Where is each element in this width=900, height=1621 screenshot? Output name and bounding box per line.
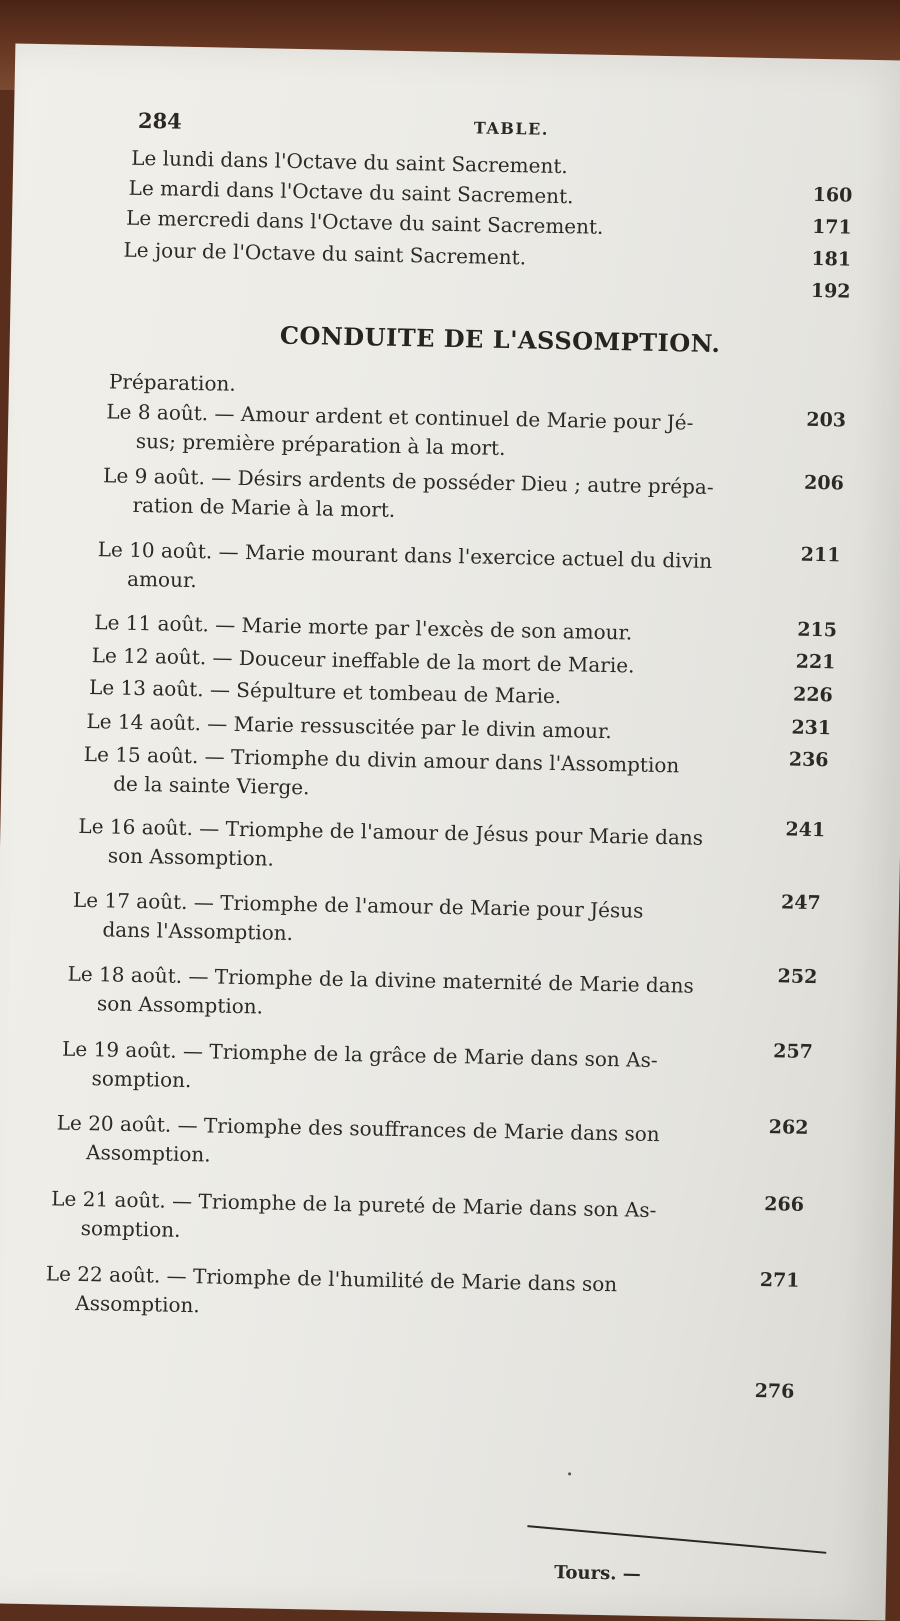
section-title: CONDUITE DE L'ASSOMPTION.	[279, 320, 721, 359]
toc-entry: Le 19 août. — Triomphe de la grâce de Marie dans son As- somption.	[61, 1036, 658, 1093]
toc-page-number: 276	[754, 1379, 795, 1403]
toc-page-number: 262	[768, 1116, 809, 1139]
toc-page-number: 231	[791, 716, 832, 740]
toc-page-number: 215	[797, 618, 838, 642]
ink-speck	[568, 1472, 571, 1475]
toc-entry: Préparation.	[108, 369, 236, 396]
toc-page-number: 247	[780, 891, 821, 915]
toc-entry: Le 14 août. — Marie ressuscitée par le divin amour.	[86, 708, 613, 744]
toc-page-number: 241	[785, 818, 826, 842]
toc-entry: Le mardi dans l'Octave du saint Sacrement.	[128, 175, 574, 209]
toc-page-number: 211	[800, 543, 841, 567]
toc-page-number: 203	[806, 408, 847, 432]
toc-page-number: 266	[764, 1193, 805, 1216]
book-page	[0, 44, 900, 1621]
page-header	[134, 108, 734, 150]
page-number: 284	[137, 107, 183, 134]
toc-entry: Le 9 août. — Désirs ardents de posséder Dieu ; autre prépa- ration de Marie à la mort.	[102, 463, 714, 522]
toc-entry: Le 11 août. — Marie morte par l'excès de son amour.	[94, 610, 633, 645]
toc-page-number: 192	[810, 279, 851, 303]
toc-page-number: 171	[811, 215, 852, 239]
running-title: TABLE.	[473, 118, 550, 139]
toc-entry: Le 18 août. — Triomphe de la divine maternité de Marie dans son Assomption.	[67, 961, 695, 1019]
toc-page-number: 226	[792, 683, 833, 707]
toc-entry: Le lundi dans l'Octave du saint Sacrement.	[131, 145, 568, 179]
toc-entry: Le 13 août. — Sépulture et tombeau de Marie.	[88, 675, 562, 709]
toc-entry: Le 8 août. — Amour ardent et continuel de Marie pour Jé- sus; première préparation à la mort.	[106, 399, 694, 460]
toc-page-number: 160	[812, 183, 853, 207]
toc-page-number: 257	[773, 1040, 814, 1064]
toc-entry: Le jour de l'Octave du saint Sacrement.	[123, 237, 527, 270]
toc-entry: Le 20 août. — Triomphe des souffrances de Marie dans son Assomption.	[56, 1110, 660, 1167]
toc-page-number: 181	[811, 247, 852, 271]
toc-entry: Le mercredi dans l'Octave du saint Sacrement.	[125, 205, 604, 239]
printer-imprint: Tours. —	[553, 1562, 641, 1585]
toc-page-number: 221	[795, 650, 836, 674]
toc-page-number: 206	[803, 471, 845, 495]
toc-entry: Le 22 août. — Triomphe de l'humilité de Marie dans son Assomption.	[45, 1261, 618, 1318]
toc-entry: Le 16 août. — Triomphe de l'amour de Jésus pour Marie dans son Assomption.	[78, 813, 704, 871]
toc-entry: Le 15 août. — Triomphe du divin amour dans l'Assomption de la sainte Vierge.	[83, 741, 680, 800]
toc-entry: Le 12 août. — Douceur ineffable de la mort de Marie.	[91, 643, 635, 678]
toc-page-number: 271	[759, 1269, 800, 1292]
toc-entry: Le 10 août. — Marie mourant dans l'exercice actuel du divin amour.	[97, 537, 713, 593]
toc-entry: Le 17 août. — Triomphe de l'amour de Marie pour Jésus dans l'Assomption.	[72, 887, 644, 945]
toc-entry: Le 21 août. — Triomphe de la pureté de Marie dans son As- somption.	[51, 1186, 657, 1242]
toc-page-number: 236	[788, 748, 829, 772]
footer-rule	[527, 1525, 826, 1554]
toc-page-number: 252	[777, 965, 818, 989]
